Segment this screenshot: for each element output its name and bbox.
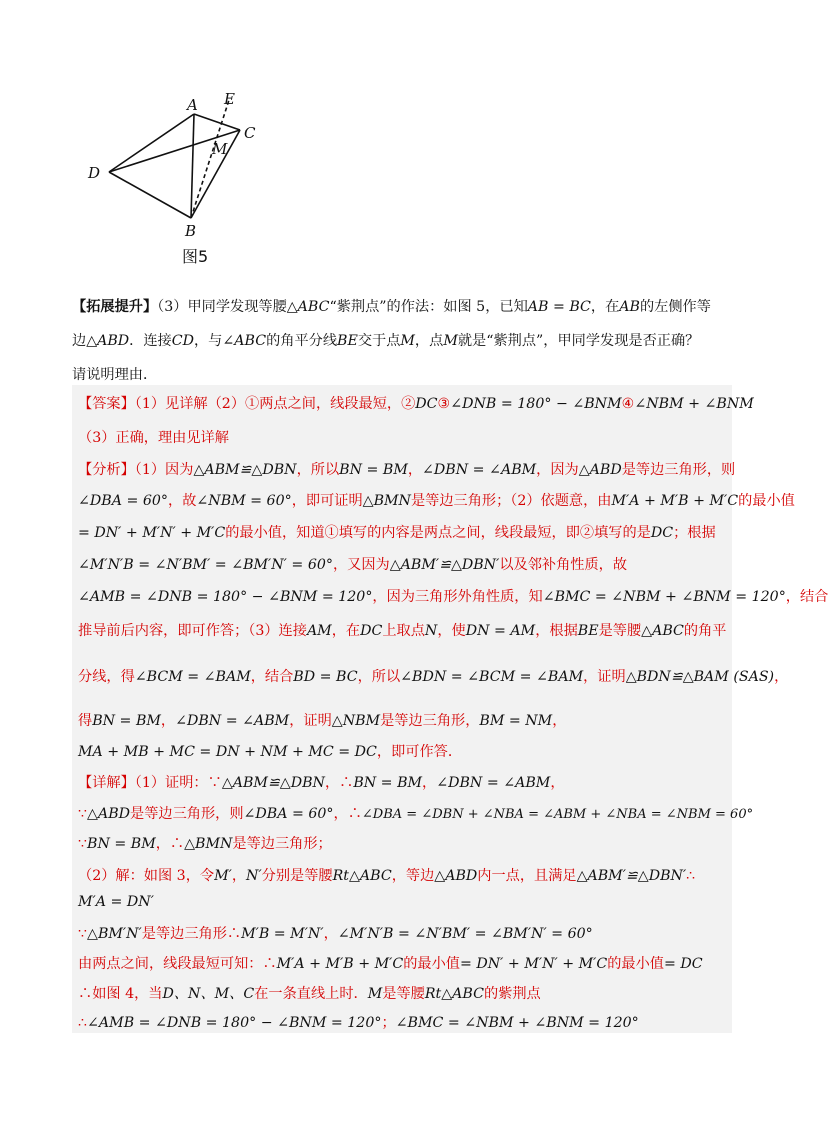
label-a: A bbox=[187, 96, 198, 114]
detail-line-7: 由两点之间，线段最短可知：∴M′A + M′B + M′C的最小值= DN′ + M′N′ + M′C的最小值= DC bbox=[78, 956, 703, 972]
detail-line-5: M′A = DN′ bbox=[78, 894, 154, 910]
analysis-line-7: 分线，得∠BCM = ∠BAM，结合BD = BC，所以∠BDN = ∠BCM = ∠BAM，证明△BDN≌△BAM (SAS)， bbox=[78, 669, 789, 685]
analysis-line-6: 推导前后内容，即可作答；（3）连接AM，在DC上取点N，使DN = AM，根据BE是等腰△ABC的角平 bbox=[78, 623, 727, 639]
analysis-line-3: = DN′ + M′N′ + M′C的最小值，知道①填写的内容是两点之间，线段最短，即②填写的是DC；根据 bbox=[78, 525, 716, 541]
analysis-line-8: 得BN = BM，∠DBN = ∠ABM，证明△NBM是等边三角形，BM = NM， bbox=[78, 713, 567, 729]
label-b: B bbox=[185, 222, 197, 240]
detail-line-9: ∴∠AMB = ∠DNB = 180° − ∠BNM = 120°；∠BMC = ∠NBM + ∠BNM = 120° bbox=[78, 1015, 639, 1031]
label-m: M bbox=[212, 140, 228, 158]
problem-line-2: 边△ABD．连接CD，与∠ABC的角平分线BE交于点M，点M就是“紫荆点”，甲同学发现是否正确？ bbox=[72, 333, 700, 349]
figure-caption: 图5 bbox=[182, 247, 209, 266]
segment-ab bbox=[191, 114, 194, 218]
answer-line-2: （3）正确，理由见详解 bbox=[78, 430, 229, 446]
detail-line-8: ∴如图 4，当D、N、M、C在一条直线上时．M是等腰Rt△ABC的紫荆点 bbox=[78, 986, 541, 1002]
analysis-line-1: 【分析】（1）因为△ABM≌△DBN，所以BN = BM，∠DBN = ∠ABM，因为△ABD是等边三角形，则 bbox=[78, 462, 736, 478]
label-e: E bbox=[224, 90, 235, 108]
detail-line-3: ∵BN = BM，∴△BMN是等边三角形； bbox=[78, 836, 332, 852]
analysis-line-9: MA + MB + MC = DN + NM + MC = DC，即可作答． bbox=[78, 744, 463, 760]
detail-line-6: ∵△BM′N′是等边三角形∴M′B = M′N′，∠M′N′B = ∠N′BM′ = ∠BM′N′ = 60° bbox=[78, 926, 593, 942]
label-d: D bbox=[88, 164, 101, 182]
label-c: C bbox=[244, 124, 256, 142]
analysis-line-2: ∠DBA = 60°，故∠NBM = 60°，即可证明△BMN是等边三角形；（2）依题意，由M′A + M′B + M′C的最小值 bbox=[78, 493, 795, 509]
detail-line-4: （2）解：如图 3，令M′，N′分别是等腰Rt△ABC，等边△ABD内一点，且满足△ABM′≌△DBN′∴ bbox=[78, 868, 696, 884]
analysis-line-4: ∠M′N′B = ∠N′BM′ = ∠BM′N′ = 60°，又因为△ABM′≌△DBN′以及邻补角性质，故 bbox=[78, 557, 628, 573]
problem-line-1: 【拓展提升】（3）甲同学发现等腰△ABC“紫荆点”的作法：如图 5，已知AB = BC，在AB的左侧作等 bbox=[72, 299, 711, 315]
figure-5 bbox=[80, 86, 280, 276]
detail-line-1: 【详解】（1）证明：∵△ABM≌△DBN，∴BN = BM，∠DBN = ∠ABM， bbox=[78, 775, 565, 791]
segment-ac bbox=[194, 114, 240, 130]
segment-da bbox=[109, 114, 194, 172]
detail-line-2: ∵△ABD是等边三角形，则∠DBA = 60°，∴∠DBA = ∠DBN + ∠NBA = ∠ABM + ∠NBA = ∠NBM = 60° bbox=[78, 806, 754, 822]
answer-line: 【答案】（1）见详解（2）①两点之间，线段最短，②DC③∠DNB = 180° − ∠BNM④∠NBM + ∠BNM bbox=[78, 396, 754, 412]
analysis-line-5: ∠AMB = ∠DNB = 180° − ∠BNM = 120°，因为三角形外角性质，知∠BMC = ∠NBM + ∠BNM = 120°，结合 bbox=[78, 589, 828, 605]
problem-line-3: 请说明理由． bbox=[72, 367, 158, 383]
segment-db bbox=[109, 172, 191, 218]
